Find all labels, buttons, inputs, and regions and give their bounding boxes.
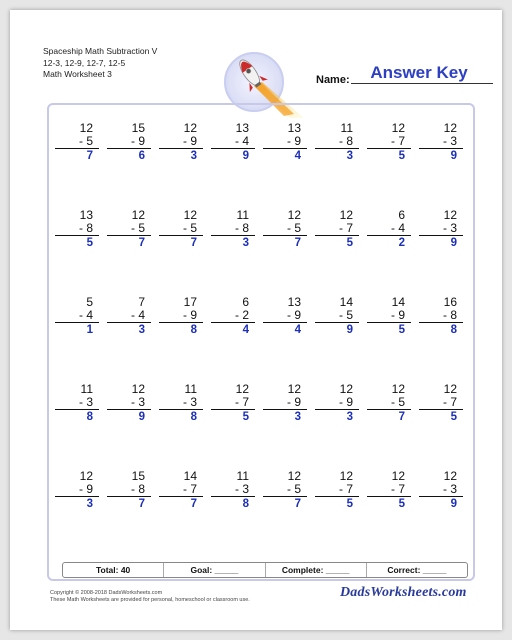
worksheet-subtitle: 12-3, 12-9, 12-7, 12-5 <box>43 57 126 68</box>
subtraction-problem <box>315 296 359 337</box>
subtraction-problem <box>419 296 463 337</box>
problem-answer: 3 <box>86 498 93 510</box>
problem-minuend: 13 <box>235 121 249 135</box>
subtraction-problem <box>159 383 203 424</box>
subtraction-problem <box>367 296 411 337</box>
problem-minuend: 6 <box>242 295 249 309</box>
problem-minuend: 11 <box>340 121 353 135</box>
subtraction-problem <box>367 122 411 163</box>
problem-minuend: 15 <box>131 469 145 483</box>
problem-minuend: 12 <box>131 382 145 396</box>
problem-minuend: 11 <box>184 382 197 396</box>
problem-answer: 9 <box>450 150 457 162</box>
problem-answer: 3 <box>294 411 301 423</box>
problem-subtrahend: - 9 <box>107 135 151 149</box>
complete-label: Complete: _____ <box>265 563 366 577</box>
subtraction-problem <box>107 209 151 250</box>
problem-minuend: 13 <box>287 295 301 309</box>
problem-answer: 9 <box>138 411 145 423</box>
problem-minuend: 12 <box>443 382 457 396</box>
correct-label: Correct: _____ <box>366 563 467 577</box>
problem-subtrahend: - 7 <box>159 483 203 497</box>
subtraction-problem <box>211 383 255 424</box>
problem-answer: 5 <box>398 324 405 336</box>
problem-minuend: 12 <box>131 208 145 222</box>
problem-minuend: 14 <box>339 295 353 309</box>
problem-minuend: 12 <box>339 469 353 483</box>
subtraction-problem <box>367 209 411 250</box>
problem-subtrahend: - 5 <box>263 222 307 236</box>
subtraction-problem <box>315 470 359 511</box>
subtraction-problem <box>367 383 411 424</box>
problem-answer: 3 <box>346 411 353 423</box>
problem-minuend: 12 <box>287 469 301 483</box>
problem-subtrahend: - 2 <box>211 309 255 323</box>
problem-answer: 3 <box>242 237 249 249</box>
problem-minuend: 12 <box>391 469 405 483</box>
problem-subtrahend: - 9 <box>315 396 359 410</box>
problem-answer: 6 <box>138 150 145 162</box>
problem-answer: 9 <box>346 324 353 336</box>
name-label: Name: <box>316 74 350 86</box>
problem-subtrahend: - 3 <box>159 396 203 410</box>
subtraction-problem <box>263 296 307 337</box>
subtraction-problem <box>55 383 99 424</box>
problem-minuend: 12 <box>339 208 353 222</box>
problem-subtrahend: - 7 <box>367 135 411 149</box>
problem-subtrahend: - 9 <box>159 309 203 323</box>
problem-subtrahend: - 5 <box>159 222 203 236</box>
problem-answer: 8 <box>242 498 249 510</box>
problem-subtrahend: - 5 <box>263 483 307 497</box>
problem-subtrahend: - 9 <box>367 309 411 323</box>
problem-minuend: 12 <box>443 121 457 135</box>
score-bar <box>62 562 468 578</box>
subtraction-problem <box>55 209 99 250</box>
subtraction-problem <box>315 122 359 163</box>
problem-subtrahend: - 8 <box>211 222 255 236</box>
problem-answer: 2 <box>398 237 405 249</box>
problem-subtrahend: - 7 <box>367 483 411 497</box>
problem-subtrahend: - 8 <box>55 222 99 236</box>
problem-minuend: 13 <box>287 121 301 135</box>
problem-subtrahend: - 3 <box>419 135 463 149</box>
subtraction-problem <box>263 122 307 163</box>
subtraction-problem <box>55 122 99 163</box>
problem-answer: 3 <box>346 150 353 162</box>
subtraction-problem <box>107 122 151 163</box>
problem-answer: 8 <box>190 324 197 336</box>
subtraction-problem <box>159 209 203 250</box>
problem-subtrahend: - 9 <box>263 309 307 323</box>
problem-answer: 9 <box>450 498 457 510</box>
problem-minuend: 6 <box>398 208 405 222</box>
subtraction-problem <box>159 122 203 163</box>
problem-answer: 8 <box>86 411 93 423</box>
problem-subtrahend: - 3 <box>107 396 151 410</box>
problem-subtrahend: - 7 <box>315 222 359 236</box>
problem-answer: 7 <box>294 498 301 510</box>
problem-subtrahend: - 4 <box>55 309 99 323</box>
problem-answer: 4 <box>294 324 301 336</box>
name-line <box>351 83 493 84</box>
problem-answer: 7 <box>190 237 197 249</box>
problem-minuend: 12 <box>443 469 457 483</box>
problem-answer: 1 <box>86 324 93 336</box>
problem-subtrahend: - 8 <box>315 135 359 149</box>
problem-minuend: 5 <box>86 295 93 309</box>
problem-answer: 7 <box>294 237 301 249</box>
problem-subtrahend: - 4 <box>211 135 255 149</box>
subtraction-problem <box>419 122 463 163</box>
problem-minuend: 12 <box>339 382 353 396</box>
problem-minuend: 15 <box>131 121 145 135</box>
problem-answer: 4 <box>294 150 301 162</box>
problem-minuend: 12 <box>287 382 301 396</box>
subtraction-problem <box>55 296 99 337</box>
problem-minuend: 13 <box>79 208 93 222</box>
problem-subtrahend: - 5 <box>107 222 151 236</box>
problem-subtrahend: - 9 <box>263 135 307 149</box>
subtraction-problem <box>211 122 255 163</box>
problem-subtrahend: - 8 <box>107 483 151 497</box>
answer-key-label: Answer Key <box>370 63 468 82</box>
worksheet-number: Math Worksheet 3 <box>43 69 112 79</box>
problem-subtrahend: - 5 <box>367 396 411 410</box>
subtraction-problem <box>159 296 203 337</box>
problem-subtrahend: - 7 <box>211 396 255 410</box>
problem-subtrahend: - 3 <box>419 222 463 236</box>
goal-label: Goal: _____ <box>163 563 264 577</box>
problem-minuend: 14 <box>183 469 197 483</box>
problem-minuend: 12 <box>287 208 301 222</box>
problem-minuend: 12 <box>391 121 405 135</box>
problem-answer: 5 <box>242 411 249 423</box>
subtraction-problem <box>159 470 203 511</box>
problem-minuend: 12 <box>235 382 249 396</box>
problem-minuend: 12 <box>79 469 93 483</box>
problem-minuend: 12 <box>391 382 405 396</box>
problem-subtrahend: - 9 <box>55 483 99 497</box>
subtraction-problem <box>315 383 359 424</box>
copyright <box>50 590 250 604</box>
problem-answer: 7 <box>86 150 93 162</box>
copyright-line-2: These Math Worksheets are provided for personal, homeschool or classroom use. <box>50 597 250 603</box>
subtraction-problem <box>419 383 463 424</box>
problem-minuend: 17 <box>183 295 197 309</box>
problem-answer: 7 <box>190 498 197 510</box>
problem-answer: 3 <box>138 324 145 336</box>
problem-answer: 7 <box>398 411 405 423</box>
problem-subtrahend: - 8 <box>419 309 463 323</box>
problem-answer: 5 <box>398 150 405 162</box>
problem-answer: 9 <box>242 150 249 162</box>
problem-minuend: 11 <box>236 469 249 483</box>
problem-answer: 9 <box>450 237 457 249</box>
problem-subtrahend: - 7 <box>419 396 463 410</box>
subtraction-problem <box>263 209 307 250</box>
problem-subtrahend: - 7 <box>315 483 359 497</box>
problem-minuend: 11 <box>236 208 249 222</box>
site-logo: DadsWorksheets.com <box>340 585 467 600</box>
worksheet-page <box>10 10 502 630</box>
problem-answer: 7 <box>138 237 145 249</box>
problem-answer: 8 <box>190 411 197 423</box>
subtraction-problem <box>419 209 463 250</box>
worksheet-title: Spaceship Math Subtraction V <box>43 46 158 56</box>
problem-subtrahend: - 4 <box>367 222 411 236</box>
subtraction-problem <box>55 470 99 511</box>
problem-answer: 8 <box>450 324 457 336</box>
subtraction-problem <box>211 209 255 250</box>
problem-minuend: 12 <box>183 121 197 135</box>
problem-minuend: 11 <box>80 382 93 396</box>
problem-subtrahend: - 5 <box>55 135 99 149</box>
copyright-line-1: Copyright © 2008-2018 DadsWorksheets.com <box>50 590 163 596</box>
subtraction-problem <box>419 470 463 511</box>
problem-minuend: 7 <box>138 295 145 309</box>
problem-grid <box>47 103 475 581</box>
problem-minuend: 12 <box>79 121 93 135</box>
problem-answer: 5 <box>346 237 353 249</box>
problem-subtrahend: - 5 <box>315 309 359 323</box>
subtraction-problem <box>263 470 307 511</box>
problem-answer: 3 <box>190 150 197 162</box>
subtraction-problem <box>263 383 307 424</box>
subtraction-problem <box>315 209 359 250</box>
subtraction-problem <box>107 296 151 337</box>
problem-answer: 5 <box>86 237 93 249</box>
problem-answer: 7 <box>138 498 145 510</box>
problem-minuend: 16 <box>443 295 457 309</box>
problem-subtrahend: - 3 <box>211 483 255 497</box>
problem-subtrahend: - 3 <box>419 483 463 497</box>
problem-subtrahend: - 4 <box>107 309 151 323</box>
problem-minuend: 12 <box>443 208 457 222</box>
problem-answer: 5 <box>450 411 457 423</box>
problem-minuend: 14 <box>391 295 405 309</box>
subtraction-problem <box>211 296 255 337</box>
problem-subtrahend: - 9 <box>159 135 203 149</box>
subtraction-problem <box>107 470 151 511</box>
problem-answer: 5 <box>398 498 405 510</box>
worksheet-header <box>43 46 157 81</box>
problem-subtrahend: - 3 <box>55 396 99 410</box>
problem-minuend: 12 <box>183 208 197 222</box>
problem-answer: 4 <box>242 324 249 336</box>
subtraction-problem <box>367 470 411 511</box>
subtraction-problem <box>211 470 255 511</box>
problem-answer: 5 <box>346 498 353 510</box>
total-label: Total: 40 <box>95 565 131 575</box>
subtraction-problem <box>107 383 151 424</box>
problem-subtrahend: - 9 <box>263 396 307 410</box>
